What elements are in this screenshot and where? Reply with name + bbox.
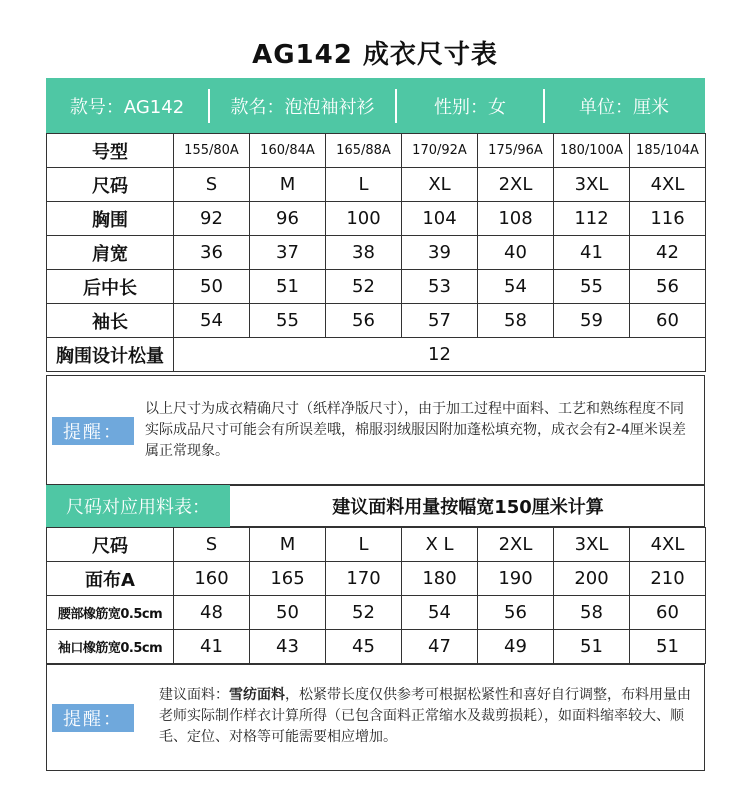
table-cell: 41 (174, 630, 250, 664)
table-cell: 40 (478, 236, 554, 270)
reminder-text (159, 685, 699, 748)
table-cell: 54 (478, 270, 554, 304)
table-cell: S (174, 168, 250, 202)
reminder-tag: 提醒： (52, 704, 134, 732)
table-cell: 52 (326, 596, 402, 630)
table-cell: 42 (630, 236, 706, 270)
table-cell: 60 (630, 596, 706, 630)
row-label: 袖长 (47, 304, 174, 338)
table-cell: 185/104A (630, 134, 706, 168)
table-row (47, 134, 706, 168)
note-box (46, 375, 705, 485)
row-label: 腰部橡筋宽0.5cm (47, 596, 174, 630)
table-cell: 53 (402, 270, 478, 304)
row-label: 尺码 (47, 528, 174, 562)
reminder-body: ，松紧带长度仅供参考可根据松紧性和喜好自行调整，布料用量由老师实际制作样衣计算所得（已包含面料正常缩水及裁剪损耗），如面料缩率较大、顺毛、定位、对格等可能需要相应增加。 (159, 687, 691, 745)
table-row (47, 630, 706, 664)
table-row (47, 562, 706, 596)
table-cell: 58 (478, 304, 554, 338)
table-cell: 190 (478, 562, 554, 596)
table-cell: 37 (250, 236, 326, 270)
table-cell: 41 (554, 236, 630, 270)
table-cell: 155/80A (174, 134, 250, 168)
table-cell: 170/92A (402, 134, 478, 168)
table-cell: 3XL (554, 168, 630, 202)
fabric-table-tag: 尺码对应用料表： (46, 485, 230, 527)
unit: 单位：厘米 (579, 96, 669, 118)
table-cell: 4XL (630, 528, 706, 562)
table-cell: 210 (630, 562, 706, 596)
table-cell: 3XL (554, 528, 630, 562)
table-row (47, 304, 706, 338)
reminder-text: 以上尺寸为成衣精确尺寸（纸样净版尺寸），由于加工过程中面料、工艺和熟练程度不同实际成品尺寸可能会有所误差哦，棉服羽绒服因附加蓬松填充物，成衣会有2-4厘米误差属正常现象。 (145, 401, 686, 459)
table-cell: 52 (326, 270, 402, 304)
table-cell: 48 (174, 596, 250, 630)
row-label: 袖口橡筋宽0.5cm (47, 630, 174, 664)
row-label: 肩宽 (47, 236, 174, 270)
table-cell: 116 (630, 202, 706, 236)
gender: 性别：女 (434, 96, 506, 118)
table-cell: 108 (478, 202, 554, 236)
table-cell: 56 (326, 304, 402, 338)
reminder-tag: 提醒： (52, 417, 134, 445)
table-cell: M (250, 168, 326, 202)
fabric-name: 雪纺面料 (229, 687, 285, 703)
table-cell: 2XL (478, 168, 554, 202)
table-cell: 51 (250, 270, 326, 304)
table-cell: 2XL (478, 528, 554, 562)
row-label: 号型 (47, 134, 174, 168)
usage-table (46, 527, 706, 664)
table-cell: L (326, 168, 402, 202)
fabric-title: 建议面料用量按幅宽150厘米计算 (332, 497, 604, 518)
header-bar (46, 78, 705, 133)
table-row (47, 236, 706, 270)
table-row (47, 528, 706, 562)
table-cell: 39 (402, 236, 478, 270)
table-cell: XL (402, 168, 478, 202)
table-cell: S (174, 528, 250, 562)
table-cell: 55 (250, 304, 326, 338)
table-cell: 56 (630, 270, 706, 304)
table-cell: M (250, 528, 326, 562)
table-cell: 38 (326, 236, 402, 270)
size-table (46, 133, 706, 372)
row-label: 胸围 (47, 202, 174, 236)
table-cell: 55 (554, 270, 630, 304)
table-cell: 165/88A (326, 134, 402, 168)
table-cell: 170 (326, 562, 402, 596)
table-cell: 57 (402, 304, 478, 338)
table-cell: 60 (630, 304, 706, 338)
table-cell: 59 (554, 304, 630, 338)
table-cell: 180 (402, 562, 478, 596)
table-cell: 49 (478, 630, 554, 664)
table-cell: 92 (174, 202, 250, 236)
table-cell: 180/100A (554, 134, 630, 168)
style-name: 款名：泡泡袖衬衫 (230, 96, 375, 118)
ease-value: 12 (174, 338, 706, 372)
table-row (47, 596, 706, 630)
table-cell: 160/84A (250, 134, 326, 168)
table-cell: 104 (402, 202, 478, 236)
table-cell: 36 (174, 236, 250, 270)
suggested-fabric-prefix: 建议面料： (159, 687, 229, 703)
table-cell: 175/96A (478, 134, 554, 168)
table-cell: X L (402, 528, 478, 562)
table-cell: 165 (250, 562, 326, 596)
table-cell: 47 (402, 630, 478, 664)
table-row (47, 202, 706, 236)
table-row (47, 168, 706, 202)
row-label: 尺码 (47, 168, 174, 202)
table-cell: 56 (478, 596, 554, 630)
row-label: 后中长 (47, 270, 174, 304)
row-label: 面布A (47, 562, 174, 596)
table-cell: 50 (250, 596, 326, 630)
note-box (46, 664, 705, 771)
table-cell: 54 (174, 304, 250, 338)
fabric-bar (46, 485, 705, 527)
ease-label: 胸围设计松量 (47, 338, 174, 372)
table-row (47, 338, 706, 372)
table-cell: 4XL (630, 168, 706, 202)
table-cell: 45 (326, 630, 402, 664)
table-cell: 58 (554, 596, 630, 630)
table-row (47, 270, 706, 304)
table-cell: 43 (250, 630, 326, 664)
table-cell: 51 (554, 630, 630, 664)
table-cell: 96 (250, 202, 326, 236)
table-cell: 160 (174, 562, 250, 596)
table-cell: 54 (402, 596, 478, 630)
table-cell: 100 (326, 202, 402, 236)
table-cell: 200 (554, 562, 630, 596)
table-cell: 112 (554, 202, 630, 236)
table-cell: 50 (174, 270, 250, 304)
table-cell: 51 (630, 630, 706, 664)
style-number: 款号：AG142 (69, 96, 185, 118)
table-cell: L (326, 528, 402, 562)
page-title: AG142 成衣尺寸表 (252, 40, 498, 70)
